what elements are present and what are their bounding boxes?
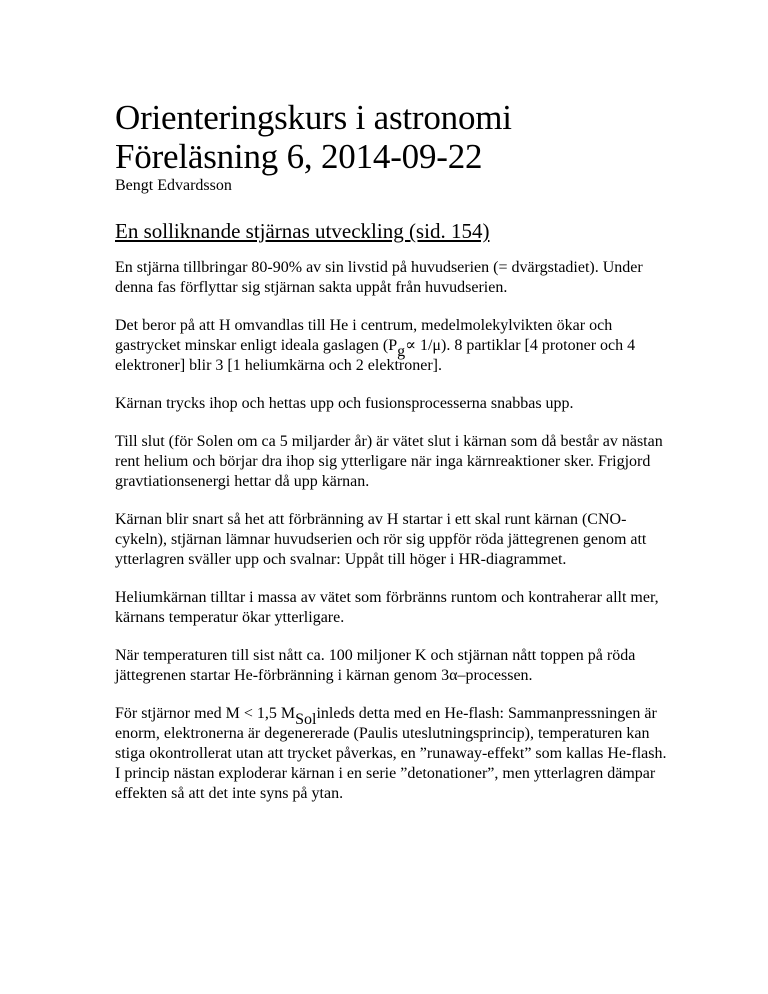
document-page	[115, 98, 675, 804]
paragraph-5: Kärnan blir snart så het att förbränning av H startar i ett skal runt kärnan (CNO-cykeln), stjärnan lämnar huvudserien och rör sig uppför röda jättegrenen genom att ytterlagren sväller upp och svalnar: Uppåt till höger i HR-diagrammet.	[115, 511, 647, 568]
paragraph-6: Heliumkärnan tilltar i massa av vätet som förbränns runtom och kontraherar allt mer, kärnans temperatur ökar ytterligare.	[115, 589, 659, 626]
paragraph-8-text-a: För stjärnor med M < 1,5 M	[115, 705, 296, 722]
paragraph-8-subscript: Sol	[295, 711, 317, 728]
author-name: Bengt Edvardsson	[115, 177, 232, 194]
paragraph-3: Kärnan trycks ihop och hettas upp och fusionsprocesserna snabbas upp.	[115, 395, 574, 412]
paragraph-8	[115, 704, 675, 804]
section-heading: En solliknande stjärnas utveckling (sid. 154)	[115, 219, 490, 243]
paragraph-4: Till slut (för Solen om ca 5 miljarder år) är vätet slut i kärnan som då består av nästan rent helium och börjar dra ihop sig ytterligare när inga kärnreaktioner sker. Frigjord gravtiationsenergi hettar då upp kärnan.	[115, 433, 663, 490]
paragraph-2-text-a: Det beror på att H omvandlas till He i centrum, medelmolekylvikten ökar och gastrycket minskar enligt ideala gaslagen (P	[115, 317, 613, 354]
document-title	[115, 98, 675, 176]
paragraph-2	[115, 316, 675, 376]
paragraph-8-text-b: inleds detta med en He-flash: Sammanpressningen är enorm, elektronerna är degenererade (Paulis uteslutningsprincip), temperaturen kan stiga okontrollerat utan att trycket påverkas, en ”runaway-effekt” som kallas He-flash. I princip nästan exploderar kärnan i en serie ”detonationer”, men ytterlagren dämpar effekten så att det inte syns på ytan.	[115, 705, 667, 802]
title-line-1: Orienteringskurs i astronomi	[115, 98, 512, 137]
title-line-2: Föreläsning 6, 2014-09-22	[115, 137, 483, 176]
paragraph-2-subscript: g	[397, 343, 406, 360]
paragraph-2-text-b: ∝ 1/μ). 8 partiklar [4 protoner och 4 elektroner] blir 3 [1 heliumkärna och 2 elektroner].	[115, 337, 636, 374]
paragraph-1: En stjärna tillbringar 80-90% av sin livstid på huvudserien (= dvärgstadiet). Under denna fas förflyttar sig stjärnan sakta uppåt från huvudserien.	[115, 259, 643, 296]
paragraph-7: När temperaturen till sist nått ca. 100 miljoner K och stjärnan nått toppen på röda jättegrenen startar He-förbränning i kärnan genom 3α–processen.	[115, 647, 636, 684]
